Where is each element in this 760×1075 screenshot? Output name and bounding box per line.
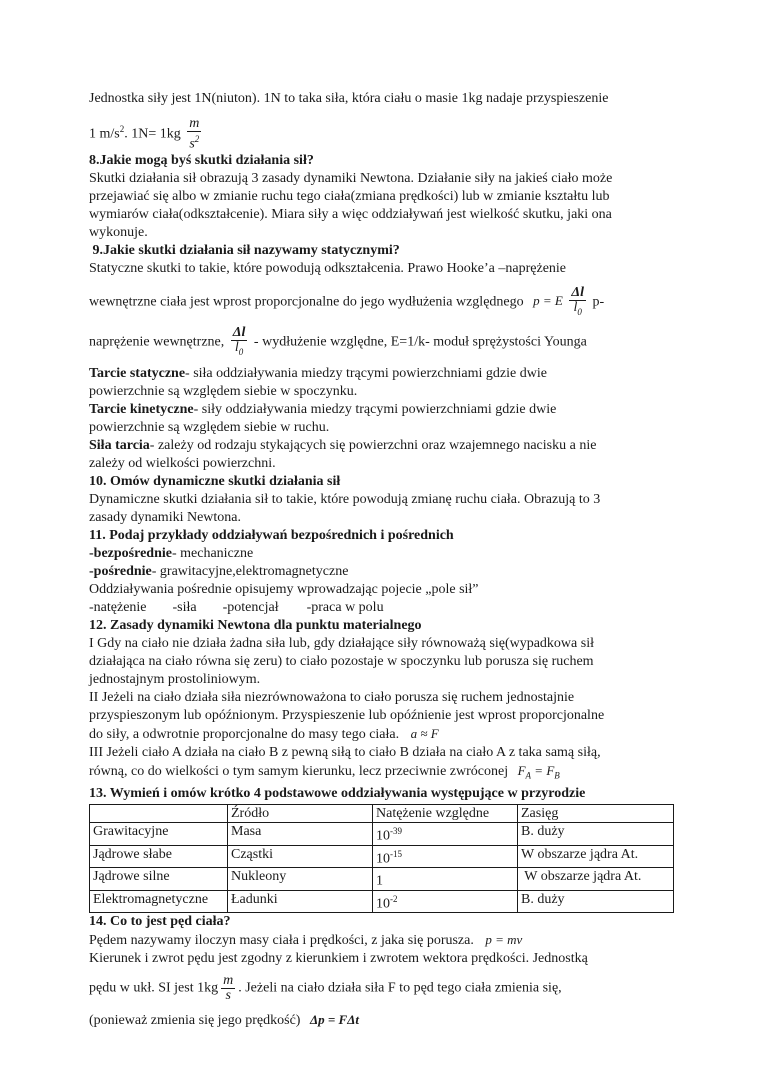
fraction-denominator: [569, 301, 586, 319]
direct-interactions: [89, 545, 674, 563]
unit-exponent: 2: [119, 123, 125, 134]
fraction-numerator: Δl: [232, 325, 246, 341]
interaction-source: Cząstki: [228, 845, 373, 868]
base: 10: [376, 828, 390, 844]
base: 1: [376, 873, 383, 889]
subscript: A: [525, 770, 532, 781]
law-3-line: III Jeżeli ciało A działa na ciało B z pewną siłą to ciało B działa na ciało A z taka samą siłą,: [89, 745, 601, 761]
term: -bezpośrednie: [89, 546, 172, 562]
definition: - grawitacyjne,elektromagnetyczne: [151, 564, 349, 580]
unit-text: 1 m/s: [89, 126, 120, 142]
definition: - mechaniczne: [171, 546, 254, 562]
definition: - siły oddziaływania miedzy trącymi powierzchniami gdzie dwie: [193, 402, 557, 418]
section-10-line: zasady dynamiki Newtona.: [89, 510, 242, 526]
table-row: [90, 822, 674, 845]
friction-static: [89, 365, 674, 383]
fraction-numerator: m: [223, 973, 234, 989]
exponent: -39: [390, 825, 402, 836]
momentum-text: Pędem nazywamy iloczyn masy ciała i prędkości, z jaka się porusza.: [89, 933, 474, 949]
header-cell: Natężenie względne: [373, 804, 518, 822]
friction-force: [89, 437, 674, 455]
exponent: -2: [390, 893, 398, 904]
strain-line: [89, 326, 674, 359]
definition: - zależy od rodzaju stykających się powierzchni oraz wzajemnego nacisku a nie: [149, 438, 597, 454]
interaction-source: Ładunki: [228, 890, 373, 913]
quantity: -praca w polu: [306, 600, 384, 616]
table-row: [90, 868, 674, 891]
force: F: [517, 763, 526, 779]
strain-fraction: [231, 326, 248, 359]
law-2-line: II Jeżeli na ciało działa siła niezrównoważona to ciało porusza się ruchem jednostajnie: [89, 690, 575, 706]
header-cell: Źródło: [228, 804, 373, 822]
intro-unit-line: [89, 117, 674, 152]
law-1-line: I Gdy na ciało nie działa żadna siła lub, gdy działające siły równoważą się(wypadkowa sił: [89, 636, 594, 652]
quantity: -siła: [172, 600, 197, 616]
interaction-name: Elektromagnetyczne: [90, 890, 228, 913]
section-12-heading: 12. Zasady dynamiki Newtona dla punktu materialnego: [89, 618, 422, 634]
equals: =: [531, 763, 547, 779]
section-8-line: przejawiać się albo w zmianie ruchu tego ciała(zmiana prędkości) lub w zmianie kształtu lub: [89, 188, 610, 204]
table-header-row: [90, 804, 674, 822]
denominator-base: l: [234, 340, 239, 356]
strain-text: naprężenie wewnętrzne,: [89, 335, 225, 351]
law-1-line: działająca na ciało równa się zeru) to ciało pozostaje w spoczynku lub porusza się ruchem: [89, 654, 594, 670]
indirect-interactions: [89, 563, 674, 581]
friction-kinetic-cont: powierzchnie są względem siebie w ruchu.: [89, 420, 330, 436]
fraction-denominator: [231, 341, 248, 359]
header-cell: [90, 804, 228, 822]
hooke-formula-lhs: p = E: [533, 293, 563, 309]
momentum-unit-rest: . Jeżeli na ciało działa siła F to pęd tego ciała zmienia się,: [238, 981, 562, 997]
momentum-unit-line: [89, 974, 674, 1003]
denominator-subscript: 0: [238, 347, 244, 358]
section-10-heading: 10. Omów dynamiczne skutki działania sił: [89, 474, 341, 490]
force: F: [546, 763, 555, 779]
section-9-heading: 9.Jakie skutki działania sił nazywamy statycznymi?: [89, 242, 400, 258]
definition: - siła oddziaływania miedzy trącymi powierzchniami gdzie dwie: [185, 366, 547, 382]
term: Tarcie kinetyczne: [89, 402, 194, 418]
quantity: -potencjał: [222, 600, 279, 616]
friction-static-cont: powierzchnie są względem siebie w spoczynku.: [89, 384, 358, 400]
law-2-line: przyspieszonym lub opóźnionym. Przyspieszenie lub opóźnienie jest wprost proporcjonalne: [89, 708, 605, 724]
section-8-line: wymiarów ciała(odkształcenie). Miara siły a więc oddziaływań jest wielkość skutku, jaki ona: [89, 206, 612, 222]
exponent: -15: [390, 848, 402, 859]
momentum-direction: Kierunek i zwrot pędu jest zgodny z kierunkiem i zwrotem wektora prędkości. Jednostką: [89, 951, 588, 967]
field-line: Oddziaływania pośrednie opisujemy wprowadzając pojecie „pole sił”: [89, 582, 479, 598]
momentum-unit-fraction: [221, 974, 235, 1003]
interaction-strength: [373, 845, 518, 868]
section-13-heading: 13. Wymień i omów krótko 4 podstawowe oddziaływania występujące w przyrodzie: [89, 785, 586, 801]
section-9-line: Statyczne skutki to takie, które powodują odkształcenia. Prawo Hooke’a –naprężenie: [89, 260, 567, 276]
momentum-formula: p = mv: [485, 932, 523, 948]
law-3-formula: [517, 763, 560, 781]
section-10-line: Dynamiczne skutki działania sił to takie, które powodują zmianę ruchu ciała. Obrazują to 3: [89, 492, 601, 508]
law-2-last-line: [89, 725, 674, 744]
section-11-heading: 11. Podaj przykłady oddziaływań bezpośrednich i pośrednich: [89, 528, 454, 544]
denominator-base: s: [189, 136, 195, 152]
interaction-range: B. duży: [518, 822, 674, 845]
term: Tarcie statyczne: [89, 366, 186, 382]
section-14-heading: 14. Co to jest pęd ciała?: [89, 914, 231, 930]
base: 10: [376, 851, 390, 867]
momentum-definition: [89, 931, 674, 950]
momentum-change-line: [89, 1011, 674, 1030]
field-quantities: [89, 599, 674, 617]
header-cell: Zasięg: [518, 804, 674, 822]
law-3-last-line: [89, 762, 674, 785]
subscript: B: [554, 770, 560, 781]
table-row: [90, 890, 674, 913]
table-row: [90, 845, 674, 868]
base: 10: [376, 896, 390, 912]
document-page: [89, 90, 674, 1030]
momentum-change-text: (ponieważ zmienia się jego prędkość): [89, 1013, 301, 1029]
intro-line: Jednostka siły jest 1N(niuton). 1N to taka siła, która ciału o masie 1kg nadaje przyspieszenie: [89, 91, 609, 106]
friction-kinetic: [89, 401, 674, 419]
term: -pośrednie: [89, 564, 152, 580]
interaction-strength: [373, 822, 518, 845]
denominator-exponent: 2: [194, 134, 200, 144]
interaction-strength: [373, 868, 518, 891]
denominator-base: l: [573, 299, 578, 315]
interactions-table: [89, 804, 674, 914]
law-2-formula: a ≈ F: [410, 726, 439, 742]
interaction-source: Masa: [228, 822, 373, 845]
friction-force-cont: zależy od wielkości powierzchni.: [89, 456, 276, 472]
section-8-heading: 8.Jakie mogą byś skutki działania sił?: [89, 152, 314, 168]
hooke-law-line: [89, 286, 674, 319]
section-8-line: wykonuje.: [89, 224, 148, 240]
interaction-range: W obszarze jądra At.: [518, 868, 674, 891]
quantity: -natężenie: [89, 600, 147, 616]
interaction-name: Jądrowe silne: [90, 868, 228, 891]
unit-equation: . 1N= 1kg: [124, 126, 181, 142]
law-3-text: równą, co do wielkości o tym samym kierunku, lecz przeciwnie zwróconej: [89, 764, 509, 780]
interaction-strength: [373, 890, 518, 913]
interaction-range: B. duży: [518, 890, 674, 913]
hooke-end: p-: [592, 294, 605, 310]
fraction-denominator: s: [225, 988, 231, 1004]
fraction-numerator: Δl: [571, 284, 585, 300]
fraction-denominator: [187, 132, 201, 152]
interaction-range: W obszarze jądra At.: [518, 845, 674, 868]
law-2-text: do siły, a odwrotnie proporcjonalne do masy tego ciała.: [89, 727, 400, 743]
interaction-name: Jądrowe słabe: [90, 845, 228, 868]
momentum-unit-text: pędu w ukł. SI jest 1kg: [89, 981, 219, 997]
term: Siła tarcia: [89, 438, 150, 454]
law-1-line: jednostajnym prostoliniowym.: [89, 672, 261, 688]
interaction-name: Grawitacyjne: [90, 822, 228, 845]
unit-fraction: [187, 117, 201, 152]
momentum-change-formula: Δp = FΔt: [309, 1012, 359, 1028]
denominator-subscript: 0: [577, 306, 582, 317]
interaction-source: Nukleony: [228, 868, 373, 891]
hooke-text: wewnętrzne ciała jest wprost proporcjonalne do jego wydłużenia względnego: [89, 294, 524, 310]
hooke-fraction: [569, 286, 586, 319]
strain-rest: - wydłużenie względne, E=1/k- moduł sprężystości Younga: [253, 335, 587, 351]
fraction-numerator: m: [189, 116, 200, 131]
section-8-line: Skutki działania sił obrazują 3 zasady dynamiki Newtona. Działanie siły na jakieś ciało może: [89, 170, 613, 186]
